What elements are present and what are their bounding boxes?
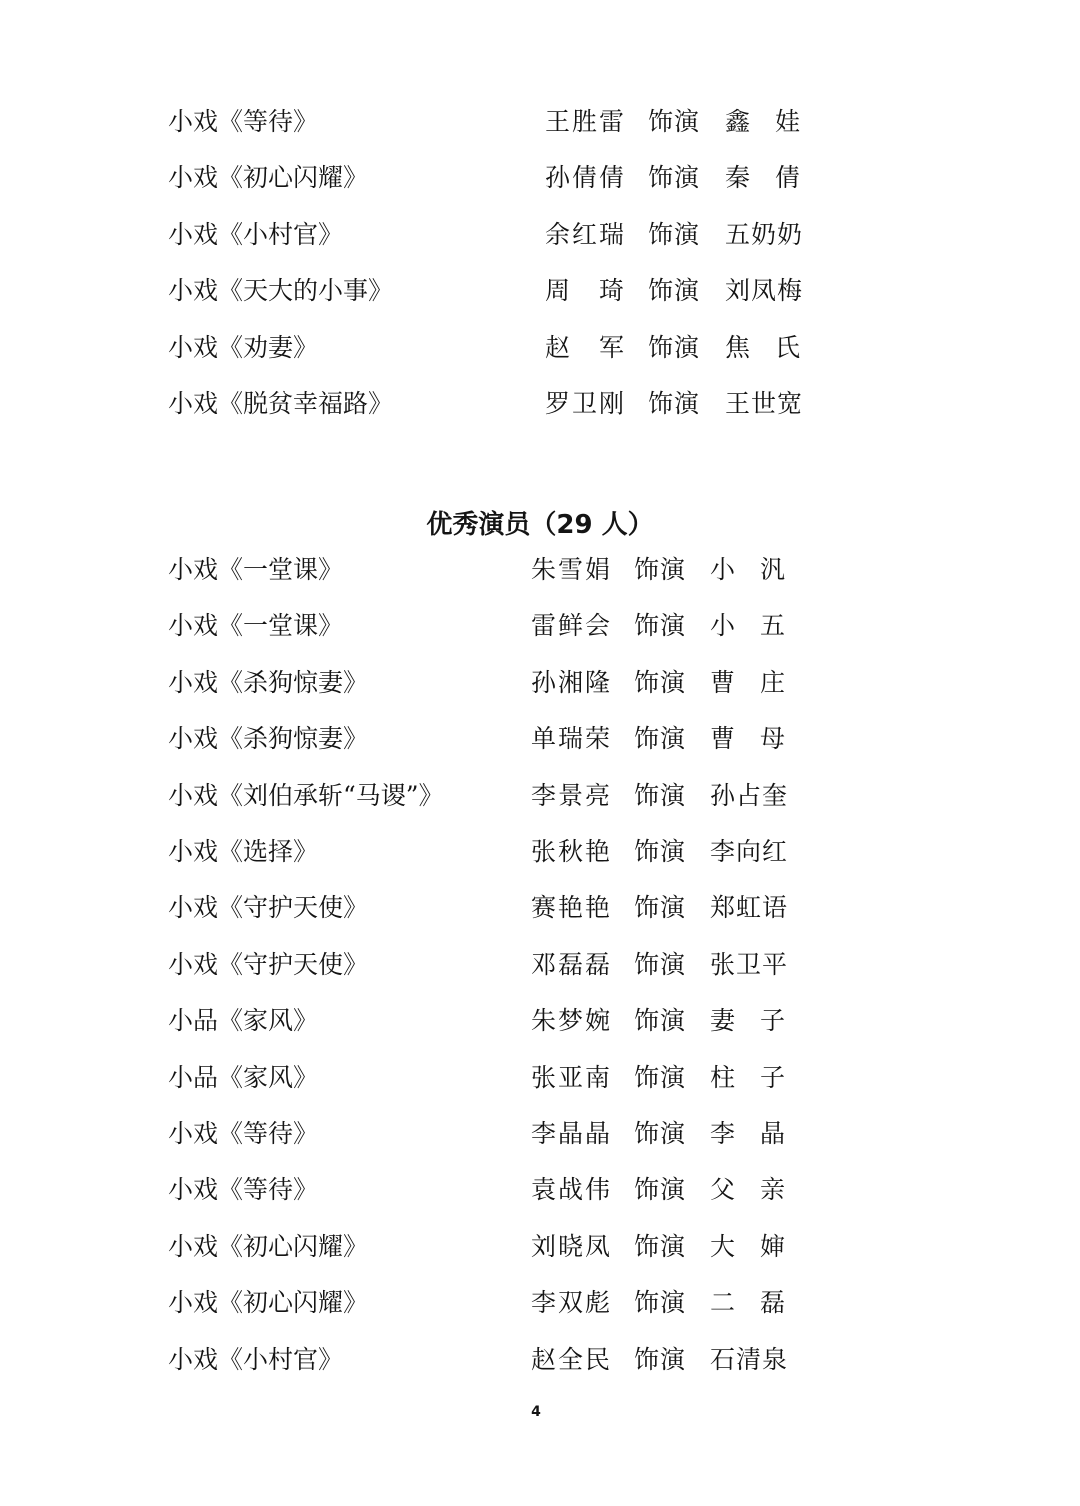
role-verb: 饰演 <box>634 893 687 923</box>
actor-name: 李景亮 <box>531 780 611 810</box>
list-item <box>0 102 1080 142</box>
actor-name: 朱梦婉 <box>531 1006 611 1036</box>
role-name: 秦倩 <box>725 163 801 193</box>
actor-name: 王胜雷 <box>545 107 625 136</box>
role-verb: 饰演 <box>634 1344 687 1374</box>
actor-name: 李晶晶 <box>531 1119 611 1148</box>
role-verb: 饰演 <box>634 949 687 979</box>
role-name: 刘凤梅 <box>725 276 804 306</box>
list-item <box>0 888 1080 928</box>
list-item <box>0 719 1080 759</box>
play-title: 小品《家风》 <box>168 1006 319 1036</box>
list-item <box>0 663 1080 703</box>
play-title: 小戏《杀狗惊妻》 <box>168 667 369 697</box>
actor-name: 袁战伟 <box>531 1175 611 1205</box>
role-verb: 饰演 <box>648 276 701 306</box>
list-item <box>0 550 1080 590</box>
play-title: 小戏《等待》 <box>168 107 319 136</box>
role-name: 李晶 <box>710 1119 786 1148</box>
role-verb: 饰演 <box>648 332 701 362</box>
actor-name: 李双彪 <box>531 1288 611 1318</box>
play-title: 小戏《刘伯承斩“马谡”》 <box>168 780 444 810</box>
actor-name: 邓磊磊 <box>531 949 611 979</box>
play-title: 小戏《劝妻》 <box>168 332 319 362</box>
role-verb: 饰演 <box>634 1288 687 1318</box>
list-item <box>0 215 1080 255</box>
list-item <box>0 271 1080 311</box>
role-name: 大婶 <box>710 1231 786 1261</box>
role-name: 小汎 <box>710 555 786 584</box>
list-item <box>0 832 1080 872</box>
role-verb: 饰演 <box>634 1231 687 1261</box>
actor-name: 雷鲜会 <box>531 611 611 641</box>
role-verb: 饰演 <box>634 1062 687 1092</box>
page-number: 4 <box>531 1404 541 1420</box>
role-name: 焦氏 <box>725 332 801 362</box>
actor-name: 刘晓凤 <box>531 1231 611 1261</box>
play-title: 小戏《脱贫幸福路》 <box>168 389 394 418</box>
list-item <box>0 1058 1080 1098</box>
role-name: 郑虹语 <box>710 893 789 923</box>
role-name: 柱子 <box>710 1062 786 1092</box>
play-title: 小戏《初心闪耀》 <box>168 163 369 193</box>
play-title: 小戏《杀狗惊妻》 <box>168 724 369 754</box>
role-name: 李向红 <box>710 837 789 866</box>
list-item <box>0 384 1080 424</box>
play-title: 小戏《等待》 <box>168 1175 319 1205</box>
role-name: 孙占奎 <box>710 780 789 810</box>
role-verb: 饰演 <box>648 163 701 193</box>
play-title: 小戏《选择》 <box>168 837 319 866</box>
role-name: 五奶奶 <box>725 219 804 249</box>
role-name: 曹母 <box>710 724 786 754</box>
play-title: 小品《家风》 <box>168 1062 319 1092</box>
section-heading-excellent-actors: 优秀演员（29 人） <box>426 510 654 540</box>
role-name: 王世宽 <box>725 389 804 418</box>
play-title: 小戏《天大的小事》 <box>168 276 394 306</box>
role-verb: 饰演 <box>634 1175 687 1205</box>
actor-name: 单瑞荣 <box>531 724 611 754</box>
list-item <box>0 1340 1080 1380</box>
role-name: 妻子 <box>710 1006 786 1036</box>
role-name: 父亲 <box>710 1175 786 1205</box>
actor-name: 赵全民 <box>531 1344 611 1374</box>
role-verb: 饰演 <box>634 780 687 810</box>
list-item <box>0 1283 1080 1323</box>
role-name: 曹庄 <box>710 667 786 697</box>
role-verb: 饰演 <box>634 1006 687 1036</box>
list-item <box>0 1170 1080 1210</box>
role-name: 张卫平 <box>710 949 789 979</box>
list-item <box>0 606 1080 646</box>
actor-name: 余红瑞 <box>545 219 625 249</box>
play-title: 小戏《一堂课》 <box>168 555 344 584</box>
play-title: 小戏《等待》 <box>168 1119 319 1148</box>
actor-name: 张秋艳 <box>531 837 611 866</box>
role-name: 石清泉 <box>710 1344 789 1374</box>
play-title: 小戏《初心闪耀》 <box>168 1288 369 1318</box>
role-verb: 饰演 <box>634 724 687 754</box>
play-title: 小戏《守护天使》 <box>168 893 369 923</box>
list-item <box>0 328 1080 368</box>
play-title: 小戏《初心闪耀》 <box>168 1231 369 1261</box>
role-verb: 饰演 <box>648 107 701 136</box>
play-title: 小戏《一堂课》 <box>168 611 344 641</box>
role-verb: 饰演 <box>634 1119 687 1148</box>
actor-name: 张亚南 <box>531 1062 611 1092</box>
list-item <box>0 1227 1080 1267</box>
actor-name: 罗卫刚 <box>545 389 625 418</box>
list-item <box>0 158 1080 198</box>
list-item <box>0 945 1080 985</box>
role-verb: 饰演 <box>634 555 687 584</box>
actor-name: 周琦 <box>545 276 625 306</box>
role-name: 二磊 <box>710 1288 786 1318</box>
role-name: 小五 <box>710 611 786 641</box>
role-verb: 饰演 <box>634 837 687 866</box>
role-verb: 饰演 <box>648 219 701 249</box>
actor-name: 孙倩倩 <box>545 163 625 193</box>
actor-name: 朱雪娟 <box>531 555 611 584</box>
role-verb: 饰演 <box>648 389 701 418</box>
list-item <box>0 1114 1080 1154</box>
play-title: 小戏《小村官》 <box>168 1344 344 1374</box>
list-item <box>0 776 1080 816</box>
actor-name: 赵军 <box>545 332 625 362</box>
actor-name: 孙湘隆 <box>531 667 611 697</box>
play-title: 小戏《小村官》 <box>168 219 344 249</box>
role-name: 鑫娃 <box>725 107 801 136</box>
play-title: 小戏《守护天使》 <box>168 949 369 979</box>
actor-name: 赛艳艳 <box>531 893 611 923</box>
role-verb: 饰演 <box>634 611 687 641</box>
list-item <box>0 1001 1080 1041</box>
role-verb: 饰演 <box>634 667 687 697</box>
